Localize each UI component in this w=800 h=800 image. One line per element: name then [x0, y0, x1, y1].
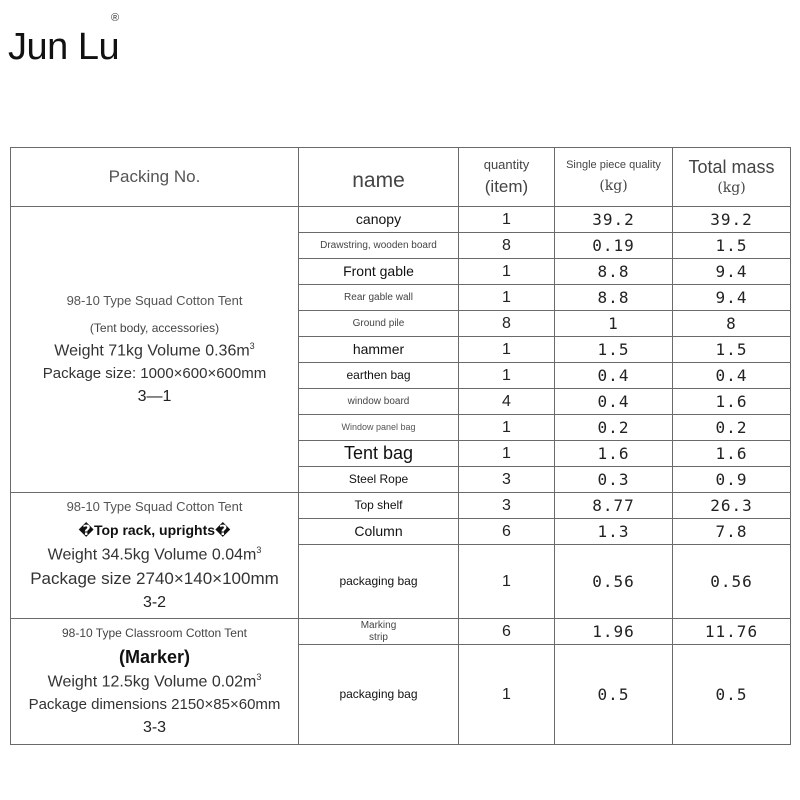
package-cell-2 — [11, 493, 299, 619]
package-title: 98-10 Type Squad Cotton Tent — [66, 293, 243, 309]
item-single: 0.5 — [555, 645, 673, 745]
item-name-line2: strip — [369, 631, 388, 643]
item-total: 0.9 — [673, 467, 791, 493]
item-qty: 1 — [459, 259, 555, 285]
item-qty: 3 — [459, 493, 555, 519]
item-total: 11.76 — [673, 619, 791, 645]
item-qty: 3 — [459, 467, 555, 493]
packing-table — [10, 147, 791, 745]
package-size: Package size: 1000×600×600mm — [42, 364, 267, 382]
item-single: 1.6 — [555, 441, 673, 467]
item-total: 0.2 — [673, 415, 791, 441]
item-single: 0.56 — [555, 545, 673, 619]
header-total-unit: (kg) — [717, 179, 746, 196]
package-subtitle: (Tent body, accessories) — [89, 320, 220, 335]
item-name: packaging bag — [299, 645, 459, 745]
header-quantity-label: quantity — [483, 157, 530, 172]
package-number: 3-3 — [142, 718, 167, 736]
table-row — [11, 493, 791, 519]
item-total: 26.3 — [673, 493, 791, 519]
package-number: 3-2 — [142, 594, 167, 612]
item-total: 8 — [673, 311, 791, 337]
item-name: earthen bag — [299, 363, 459, 389]
item-total: 1.6 — [673, 389, 791, 415]
header-total-label: Total mass — [688, 157, 775, 178]
item-name: Top shelf — [299, 493, 459, 519]
table-header-row — [11, 148, 791, 207]
package-weight-volume: Weight 12.5kg Volume $0.02m^3$ — [47, 672, 262, 691]
item-qty: 1 — [459, 363, 555, 389]
item-qty: 4 — [459, 389, 555, 415]
package-size: Package dimensions 2150×85×60mm — [28, 695, 281, 713]
header-packing-no: Packing No. — [11, 148, 299, 207]
package-size: Package size 2740×140×100mm — [30, 568, 279, 588]
header-quantity-unit: (item) — [484, 176, 529, 196]
header-single-label: Single piece quality — [566, 159, 661, 171]
item-single: 0.19 — [555, 233, 673, 259]
item-total: 0.4 — [673, 363, 791, 389]
item-name: Steel Rope — [299, 467, 459, 493]
item-total: 7.8 — [673, 519, 791, 545]
item-total: 1.6 — [673, 441, 791, 467]
item-qty: 1 — [459, 545, 555, 619]
table-row — [11, 207, 791, 233]
item-single: 1.5 — [555, 337, 673, 363]
item-name: window board — [299, 389, 459, 415]
header-single-unit: (kg) — [599, 178, 628, 195]
item-single: 8.8 — [555, 259, 673, 285]
table-row — [11, 619, 791, 645]
item-single: 8.77 — [555, 493, 673, 519]
item-name: Window panel bag — [299, 415, 459, 441]
package-weight-volume: Weight 34.5kg Volume $0.04m^3$ — [47, 545, 262, 564]
item-qty: 8 — [459, 233, 555, 259]
item-qty: 1 — [459, 645, 555, 745]
item-name: canopy — [299, 207, 459, 233]
item-qty: 1 — [459, 207, 555, 233]
item-total: 9.4 — [673, 285, 791, 311]
item-qty: 1 — [459, 415, 555, 441]
item-single: 1.3 — [555, 519, 673, 545]
header-total-mass — [673, 148, 791, 207]
item-qty: 1 — [459, 441, 555, 467]
package-title: 98-10 Type Classroom Cotton Tent — [62, 626, 247, 641]
header-name: name — [299, 148, 459, 207]
item-name: Ground pile — [299, 311, 459, 337]
header-single-quality — [555, 148, 673, 207]
item-qty: 6 — [459, 519, 555, 545]
item-single: 0.4 — [555, 389, 673, 415]
package-cell-3 — [11, 619, 299, 745]
package-weight-volume: Weight 71kg Volume $0.36m^3$ — [54, 341, 255, 360]
item-name: Rear gable wall — [299, 285, 459, 311]
item-total: 1.5 — [673, 337, 791, 363]
item-name: hammer — [299, 337, 459, 363]
brand-logo: Jun Lu — [8, 26, 120, 68]
item-single: 0.2 — [555, 415, 673, 441]
package-title: 98-10 Type Squad Cotton Tent — [66, 498, 243, 514]
item-name: Front gable — [299, 259, 459, 285]
package-cell-1 — [11, 207, 299, 493]
package-subtitle: (Marker) — [118, 646, 191, 667]
item-total: 9.4 — [673, 259, 791, 285]
item-qty: 1 — [459, 337, 555, 363]
item-total: 0.5 — [673, 645, 791, 745]
item-single: 0.4 — [555, 363, 673, 389]
item-name — [299, 619, 459, 645]
item-single: 1 — [555, 311, 673, 337]
item-name: Tent bag — [299, 441, 459, 467]
item-qty: 8 — [459, 311, 555, 337]
header-quantity — [459, 148, 555, 207]
item-single: 0.3 — [555, 467, 673, 493]
item-total: 39.2 — [673, 207, 791, 233]
package-number: 3—1 — [137, 387, 172, 405]
package-subtitle: �Top rack, uprights� — [78, 522, 231, 539]
item-qty: 1 — [459, 285, 555, 311]
item-qty: 6 — [459, 619, 555, 645]
item-total: 1.5 — [673, 233, 791, 259]
item-total: 0.56 — [673, 545, 791, 619]
item-single: 8.8 — [555, 285, 673, 311]
item-single: 1.96 — [555, 619, 673, 645]
item-name-line1: Marking — [360, 619, 397, 631]
item-name: Drawstring, wooden board — [299, 233, 459, 259]
item-name: Column — [299, 519, 459, 545]
registered-mark: ® — [111, 12, 120, 24]
item-name: packaging bag — [299, 545, 459, 619]
item-single: 39.2 — [555, 207, 673, 233]
